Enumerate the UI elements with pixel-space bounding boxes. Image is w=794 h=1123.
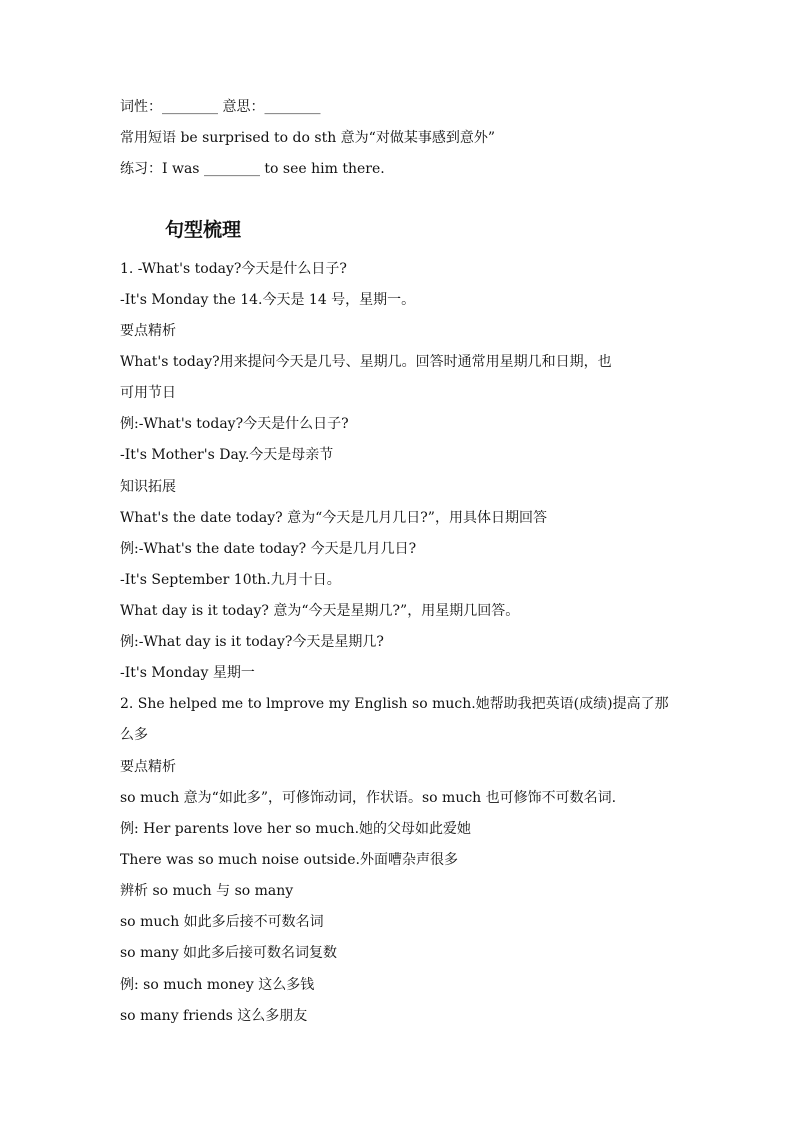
text-line: so much 如此多后接不可数名词: [120, 914, 324, 930]
text-line: so many 如此多后接可数名词复数: [120, 945, 338, 961]
text-line: -It's Mother's Day.今天是母亲节: [120, 447, 334, 463]
phrase-explanation: 常用短语 be surprised to do sth 意为“对做某事感到意外”: [120, 130, 495, 146]
section-title: 句型梳理: [165, 219, 242, 241]
text-line: 例:-What's today?今天是什么日子?: [120, 416, 349, 432]
text-line: 2. She helped me to lmprove my English so much.她帮助我把英语(成绩)提高了那: [120, 696, 669, 712]
text-line: 可用节日: [120, 385, 176, 401]
text-line: 例: so much money 这么多钱: [120, 977, 315, 993]
part-of-speech-meaning-blanks: 词性：________ 意思：________: [120, 99, 321, 115]
text-line: 1. -What's today?今天是什么日子?: [120, 261, 347, 277]
text-line: -It's Monday the 14.今天是 14 号，星期一。: [120, 292, 416, 308]
text-line: What day is it today? 意为“今天是星期几?”，用星期几回答。: [120, 603, 520, 619]
subheading-comparison: 辨析 so much 与 so many: [120, 883, 294, 899]
text-line: -It's Monday 星期一: [120, 665, 255, 681]
text-line: 例: Her parents love her so much.她的父母如此爱她: [120, 821, 472, 837]
text-line: 例:-What's the date today? 今天是几月几日?: [120, 541, 417, 557]
text-line: What's the date today? 意为“今天是几月几日?”，用具体日期回答: [120, 510, 547, 526]
text-line: There was so much noise outside.外面嘈杂声很多: [120, 852, 458, 868]
text-line: 例:-What day is it today?今天是星期几?: [120, 634, 384, 650]
text-line: 么多: [120, 727, 148, 743]
subheading-key-points: 要点精析: [120, 759, 176, 775]
text-line: so many friends 这么多朋友: [120, 1008, 308, 1024]
subheading-extension: 知识拓展: [120, 479, 176, 495]
text-line: What's today?用来提问今天是几号、星期几。回答时通常用星期几和日期，也: [120, 354, 612, 370]
practice-sentence: 练习：I was ________ to see him there.: [120, 161, 385, 177]
text-line: so much 意为“如此多”，可修饰动词，作状语。so much 也可修饰不可数名词.: [120, 790, 617, 806]
text-line: -It's September 10th.九月十日。: [120, 572, 341, 588]
subheading-key-points: 要点精析: [120, 323, 176, 339]
